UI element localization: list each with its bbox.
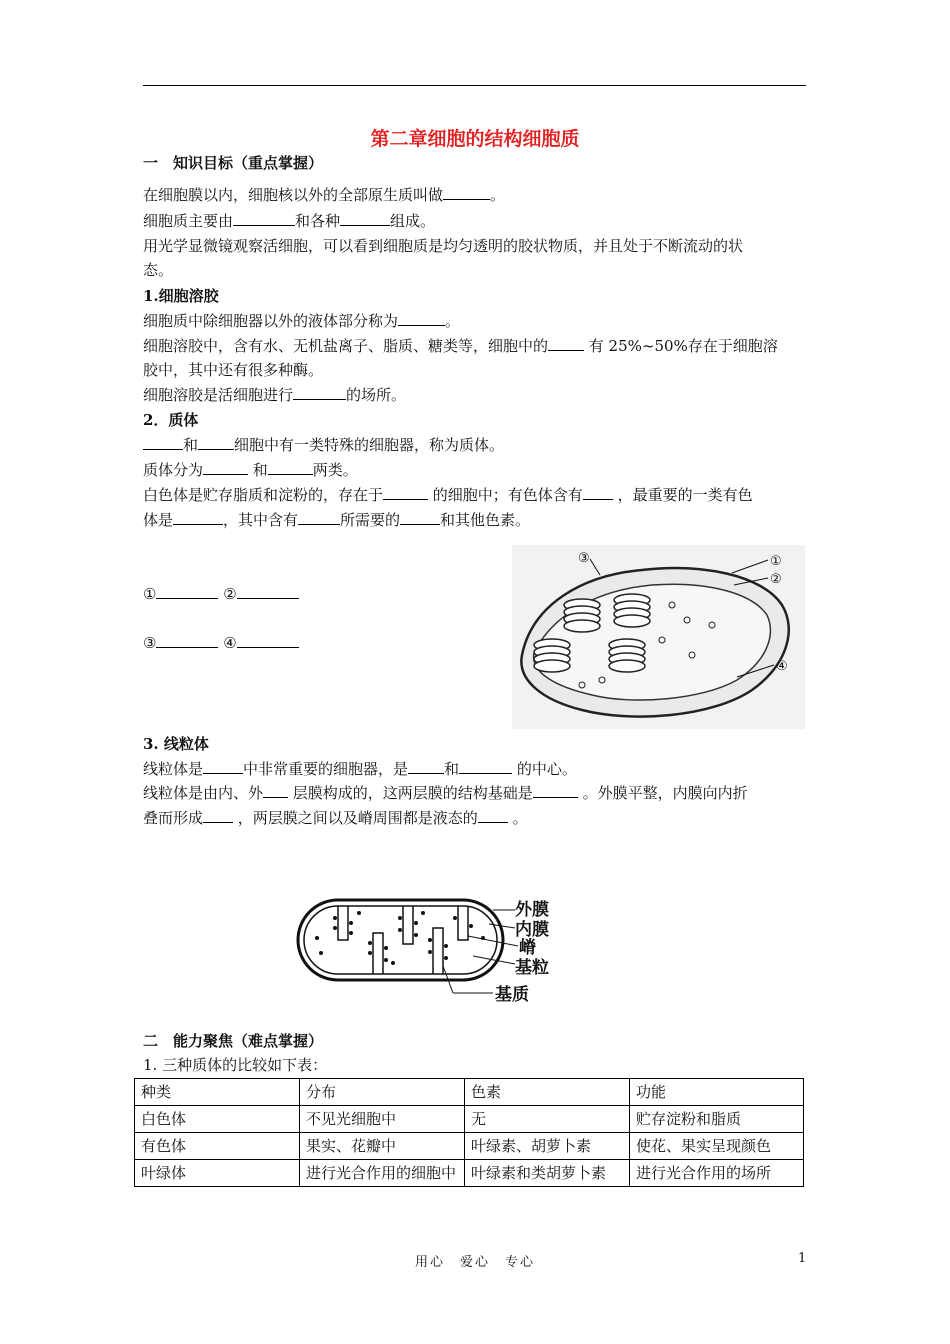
- blank: [298, 509, 340, 525]
- subheading-mitochondria: 3. 线粒体: [143, 735, 209, 753]
- blank: [233, 210, 295, 226]
- mito-label-outer: 外膜: [515, 900, 549, 920]
- blank: [237, 583, 299, 599]
- page-number: 1: [798, 1251, 807, 1266]
- plastid-line2: 质体分为 和 两类。: [143, 461, 358, 479]
- table-cell: 果实、花瓣中: [300, 1133, 465, 1160]
- table-cell: 叶绿体: [135, 1160, 300, 1187]
- svg-text:①: ①: [770, 554, 782, 569]
- section1-heading: 一 知识目标（重点掌握）: [143, 154, 324, 172]
- table-row: [135, 1133, 804, 1160]
- table-cell: 不见光细胞中: [300, 1106, 465, 1133]
- table-cell: 无: [465, 1106, 630, 1133]
- svg-text:③: ③: [578, 551, 590, 566]
- subheading-cytosol: 1.细胞溶胶: [143, 287, 219, 305]
- mito-line1: 线粒体是 中非常重要的细胞器，是 和 的中心。: [143, 760, 577, 778]
- mito-label-cristae: 嵴: [519, 938, 536, 958]
- paragraph-2: 细胞质主要由 和各种 组成。: [143, 212, 436, 230]
- svg-text:④: ④: [776, 659, 788, 674]
- table-cell: 叶绿素、胡萝卜素: [465, 1133, 630, 1160]
- page-footer: 用心 爱心 专心: [414, 1255, 535, 1270]
- blank: [203, 807, 233, 823]
- table-cell: 进行光合作用的细胞中: [300, 1160, 465, 1187]
- blank: [156, 583, 218, 599]
- cytosol-line4: 细胞溶胶是活细胞进行 的场所。: [143, 386, 407, 404]
- section2-heading: 二 能力聚焦（难点掌握）: [143, 1032, 324, 1050]
- mito-label-matrix: 基质: [495, 985, 529, 1005]
- blank: [263, 782, 288, 798]
- table-header-cell: 种类: [135, 1079, 300, 1106]
- blank: [143, 434, 183, 450]
- blank: [203, 459, 248, 475]
- blank: [548, 335, 584, 351]
- blank: [478, 807, 508, 823]
- blank: [383, 484, 428, 500]
- blank: [400, 509, 440, 525]
- plastid-line3: 白色体是贮存脂质和淀粉的，存在于 的细胞中；有色体含有 ，最重要的一类有色: [143, 486, 753, 504]
- blank: [583, 484, 613, 500]
- blank: [268, 459, 313, 475]
- chloroplast-label-row2: ③ ④: [143, 632, 299, 654]
- blank: [408, 758, 444, 774]
- table-header-row: [135, 1079, 804, 1106]
- subheading-plastid: 2．质体: [143, 411, 199, 429]
- table-row: [135, 1160, 804, 1187]
- cytosol-line2: 细胞溶胶中，含有水、无机盐离子、脂质、糖类等，细胞中的 有 25%~50%存在于细胞溶: [143, 337, 778, 355]
- blank: [156, 632, 218, 648]
- blank: [203, 758, 243, 774]
- page-title: 第二章细胞的结构细胞质: [370, 128, 580, 150]
- cytosol-line1: 细胞质中除细胞器以外的液体部分称为 。: [143, 312, 461, 330]
- blank: [173, 509, 223, 525]
- table-row: [135, 1106, 804, 1133]
- table-caption: 1. 三种质体的比较如下表：: [143, 1056, 328, 1074]
- mito-line2: 线粒体是由内、外 层膜构成的，这两层膜的结构基础是 。外膜平整，内膜向内折: [143, 784, 748, 802]
- table-cell: 使花、果实呈现颜色: [630, 1133, 804, 1160]
- svg-text:②: ②: [770, 572, 782, 587]
- paragraph-1: 在细胞膜以内，细胞核以外的全部原生质叫做 。: [143, 186, 506, 204]
- mito-label-inner: 内膜: [515, 920, 549, 940]
- paragraph-3-line2: 态。: [143, 261, 174, 279]
- blank: [293, 384, 346, 400]
- blank: [533, 782, 578, 798]
- header-rule: [143, 85, 806, 86]
- plastid-line1: 和 细胞中有一类特殊的细胞器，称为质体。: [143, 434, 504, 456]
- plastid-comparison-table: [134, 1078, 804, 1187]
- table-cell: 有色体: [135, 1133, 300, 1160]
- table-cell: 贮存淀粉和脂质: [630, 1106, 804, 1133]
- plastid-line4: 体是 ，其中含有 所需要的 和其他色素。: [143, 511, 531, 529]
- chloroplast-label-row1: ① ②: [143, 583, 299, 605]
- table-header-cell: 分布: [300, 1079, 465, 1106]
- cytosol-line3: 胶中，其中还有很多种酶。: [143, 361, 324, 379]
- blank: [443, 184, 490, 200]
- blank: [198, 434, 234, 450]
- blank: [398, 310, 445, 326]
- mito-label-granule: 基粒: [515, 958, 549, 978]
- blank: [340, 210, 390, 226]
- table-cell: 白色体: [135, 1106, 300, 1133]
- table-cell: 进行光合作用的场所: [630, 1160, 804, 1187]
- mito-line3: 叠而形成 ，两层膜之间以及嵴周围都是液态的 。: [143, 809, 528, 827]
- chloroplast-diagram: [512, 545, 805, 729]
- table-header-cell: 功能: [630, 1079, 804, 1106]
- blank: [459, 758, 512, 774]
- mitochondrion-diagram: [293, 878, 563, 1010]
- paragraph-3-line1: 用光学显微镜观察活细胞，可以看到细胞质是均匀透明的胶状物质，并且处于不断流动的状: [143, 237, 744, 255]
- blank: [237, 632, 299, 648]
- table-header-cell: 色素: [465, 1079, 630, 1106]
- table-cell: 叶绿素和类胡萝卜素: [465, 1160, 630, 1187]
